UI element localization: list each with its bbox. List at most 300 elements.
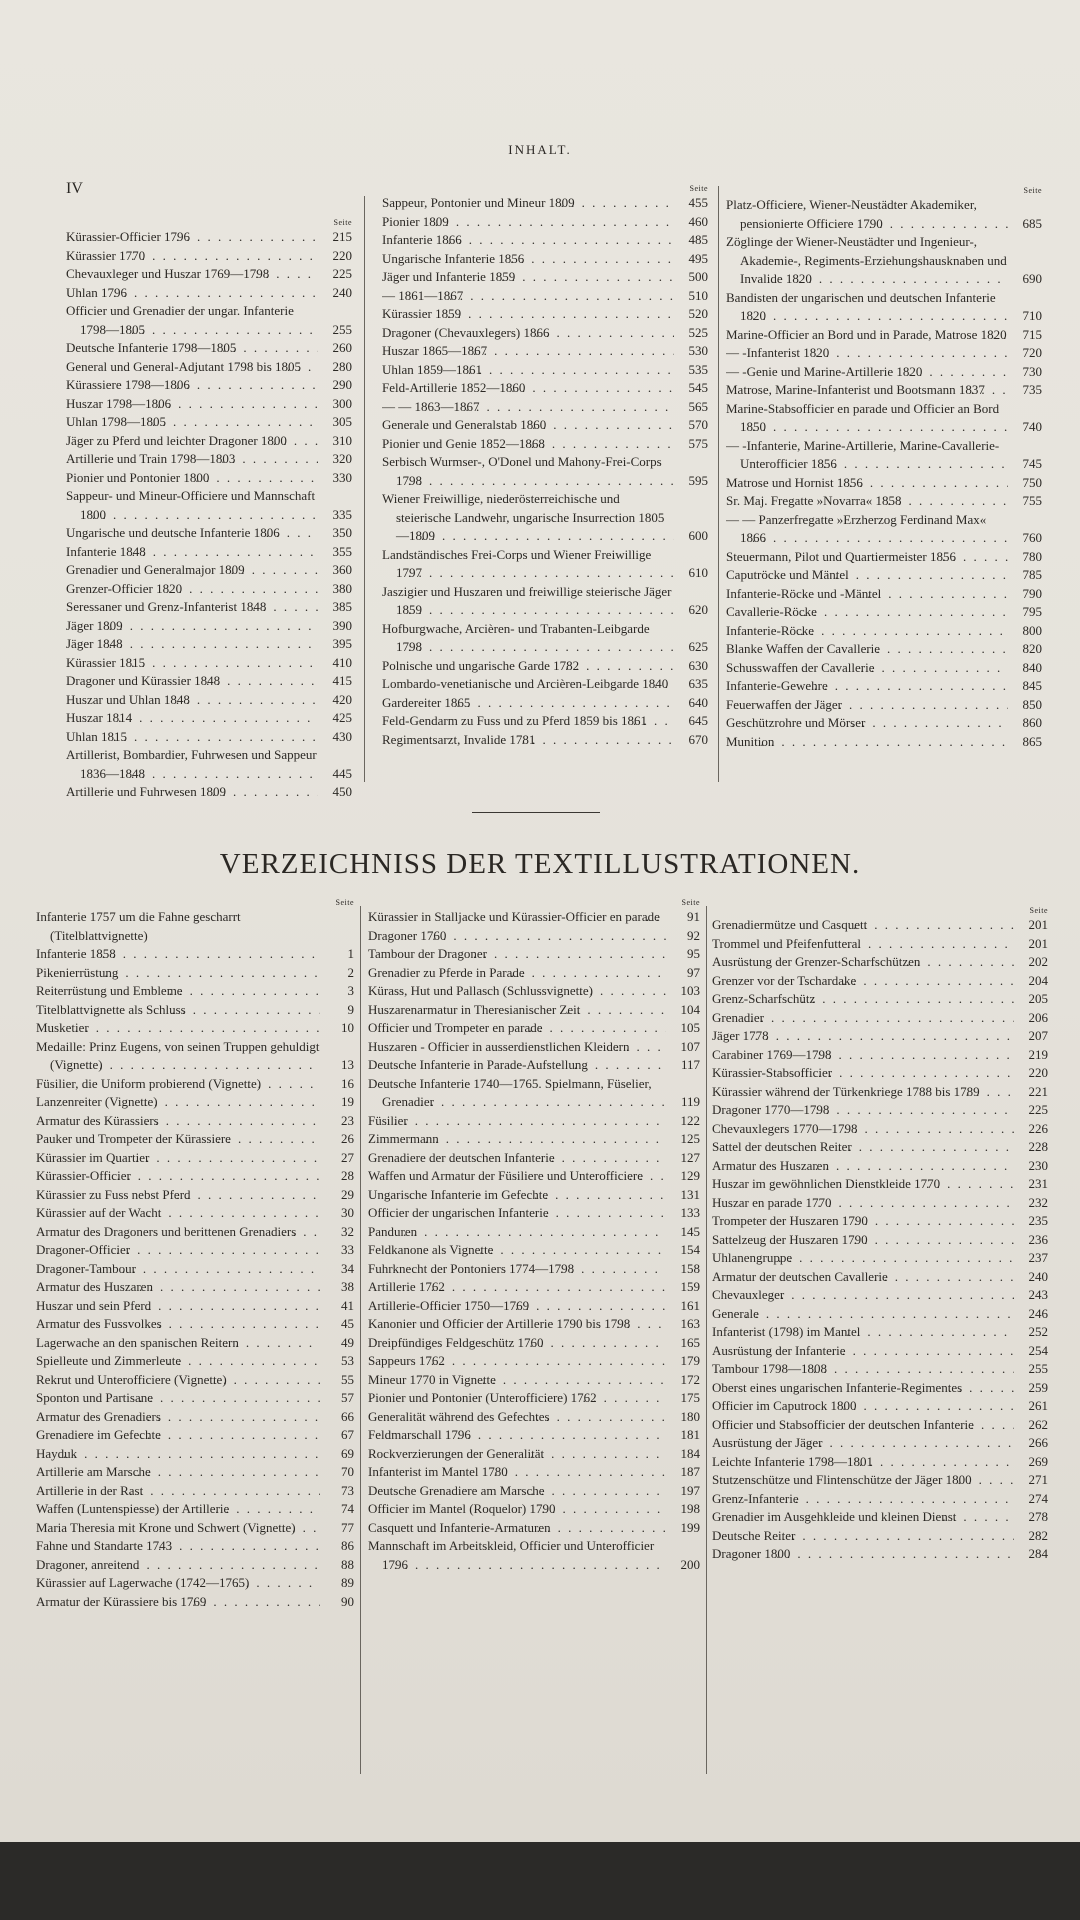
index-entry	[712, 1138, 1048, 1157]
entry-title: Huszar 1814 . . .	[66, 709, 318, 728]
entry-page: 3	[347, 983, 354, 998]
entry-page: 88	[341, 1556, 354, 1572]
index-entry	[712, 1286, 1048, 1305]
entry-title: Armatur des Fussvolkes . . .	[36, 1315, 320, 1334]
entry-page: 252	[1028, 1324, 1048, 1339]
index-entry	[36, 1167, 354, 1186]
index-entry	[66, 709, 352, 728]
entry-page: 720	[1022, 345, 1042, 360]
entry-title: Musketier . . .	[36, 1019, 320, 1038]
index-entry	[66, 358, 352, 377]
index-entry	[382, 453, 708, 490]
entry-title: Kürass, Hut und Pallasch (Schlussvignette) . . .	[368, 982, 666, 1001]
index-entry	[726, 196, 1042, 233]
entry-page: 92	[687, 927, 700, 943]
entry-page: 206	[1028, 1009, 1048, 1025]
entry-page: 57	[341, 1390, 354, 1405]
entry-title: Dragoner 1800 . . .	[712, 1545, 1014, 1564]
column-rule	[364, 196, 365, 782]
entry-page: 380	[332, 580, 352, 596]
index-entry	[368, 1278, 700, 1297]
entry-page: 86	[341, 1538, 354, 1553]
entry-page: 67	[341, 1427, 354, 1442]
entry-title: Wiener Freiwillige, niederösterreichische und steierische Landwehr, ungarische Insurrection 1805—1809 . . .	[382, 490, 674, 546]
index-entry	[712, 1194, 1048, 1213]
entry-title: Füsilier, die Uniform probierend (Vignette) . . .	[36, 1075, 320, 1094]
entry-title: Grenadier . . .	[712, 1009, 1014, 1028]
entry-title: Kürassier-Officier . . .	[36, 1167, 320, 1186]
entry-page: 710	[1022, 308, 1042, 323]
entry-title: — — 1863—1867 . . .	[382, 398, 674, 417]
entry-page: 262	[1028, 1416, 1048, 1432]
entry-page: 635	[688, 676, 708, 691]
entry-page: 187	[680, 1464, 700, 1479]
entry-title: Polnische und ungarische Garde 1782 . . .	[382, 657, 674, 676]
entry-page: 685	[1022, 215, 1042, 231]
seite-label: Seite	[335, 898, 354, 907]
entry-page: 730	[1022, 363, 1042, 379]
entry-title: Rekrut und Unterofficiere (Vignette) . . .	[36, 1371, 320, 1390]
illustrations-column-2	[368, 898, 700, 1574]
index-entry	[368, 982, 700, 1001]
entry-page: 13	[341, 1057, 354, 1072]
index-entry	[382, 620, 708, 657]
seite-label: Seite	[333, 218, 352, 227]
entry-title: Schusswaffen der Cavallerie . . .	[726, 659, 1008, 678]
index-entry	[368, 1445, 700, 1464]
entry-title: Lombardo-venetianische und Arcièren-Leibgarde 1840 . . .	[382, 675, 674, 694]
index-entry	[368, 1334, 700, 1353]
index-entry	[66, 672, 352, 691]
entry-title: Pikenierrüstung . . .	[36, 964, 320, 983]
entry-page: 97	[687, 964, 700, 980]
entry-title: Artillerie am Marsche . . .	[36, 1463, 320, 1482]
entry-page: 305	[332, 414, 352, 429]
index-entry	[712, 1120, 1048, 1139]
entry-title: Kürassier während der Türkenkriege 1788 bis 1789 . . .	[712, 1083, 1014, 1102]
entry-page: 785	[1022, 567, 1042, 582]
entry-title: Kürassier 1815 . . .	[66, 654, 318, 673]
index-entry	[382, 675, 708, 694]
index-entry	[66, 746, 352, 783]
index-entry	[382, 490, 708, 546]
index-entry	[382, 416, 708, 435]
entry-page: 91	[687, 909, 700, 924]
section-title: VERZEICHNISS DER TEXTILLUSTRATIONEN.	[219, 848, 861, 880]
entry-page: 430	[332, 728, 352, 744]
entry-page: 158	[680, 1260, 700, 1276]
index-entry	[368, 1426, 700, 1445]
entry-title: Dragoner und Kürassier 1848 . . .	[66, 672, 318, 691]
entry-page: 201	[1028, 917, 1048, 932]
entry-title: Feldmarschall 1796 . . .	[368, 1426, 666, 1445]
entry-title: Chevauxleger und Huszar 1769—1798 . . .	[66, 265, 318, 284]
entry-title: Huszar und sein Pferd . . .	[36, 1297, 320, 1316]
index-entry	[36, 1482, 354, 1501]
entry-title: Infanterie 1858 . . .	[36, 945, 320, 964]
entry-title: Jäger 1848 . . .	[66, 635, 318, 654]
entry-page: 228	[1028, 1139, 1048, 1154]
index-entry	[712, 1212, 1048, 1231]
entry-page: 28	[341, 1168, 354, 1183]
entry-title: Sattel der deutschen Reiter . . .	[712, 1138, 1014, 1157]
entry-page: 610	[688, 565, 708, 580]
entry-page: 645	[688, 713, 708, 728]
entry-title: Huszar en parade 1770 . . .	[712, 1194, 1014, 1213]
index-entry	[36, 1389, 354, 1408]
entry-title: Kürassier auf Lagerwache (1742—1765) . . .	[36, 1574, 320, 1593]
index-entry	[712, 1323, 1048, 1342]
entry-title: Uhlan 1859—1861 . . .	[382, 361, 674, 380]
entry-title: Kürassier in Stalljacke und Kürassier-Officier en parade . . .	[368, 908, 666, 927]
index-entry	[726, 696, 1042, 715]
entry-title: Kürassier 1859 . . .	[382, 305, 674, 324]
index-entry	[382, 731, 708, 750]
entry-title: Pionier und Pontonier (Unterofficiere) 1762 . . .	[368, 1389, 666, 1408]
entry-page: 221	[1028, 1083, 1048, 1099]
entry-title: Hayduk . . .	[36, 1445, 320, 1464]
index-entry	[726, 548, 1042, 567]
entry-title: Seressaner und Grenz-Infanterist 1848 . . .	[66, 598, 318, 617]
entry-title: Ausrüstung der Jäger . . .	[712, 1434, 1014, 1453]
entry-title: Grenadiere der deutschen Infanterie . . .	[368, 1149, 666, 1168]
index-entry	[726, 640, 1042, 659]
entry-page: 274	[1028, 1490, 1048, 1506]
index-entry	[712, 1046, 1048, 1065]
entry-page: 355	[332, 543, 352, 559]
entry-title: Kürassier zu Fuss nebst Pferd . . .	[36, 1186, 320, 1205]
entry-title: Blanke Waffen der Cavallerie . . .	[726, 640, 1008, 659]
index-entry	[36, 1001, 354, 1020]
index-entry	[382, 231, 708, 250]
index-entry	[66, 654, 352, 673]
page-number: IV	[66, 180, 83, 197]
entry-title: Grenadiere im Gefechte . . .	[36, 1426, 320, 1445]
index-entry	[66, 728, 352, 747]
entry-page: 254	[1028, 1342, 1048, 1358]
entry-page: 175	[680, 1390, 700, 1405]
entry-title: Caputröcke und Mäntel . . .	[726, 566, 1008, 585]
entry-title: Tambour 1798—1808 . . .	[712, 1360, 1014, 1379]
entry-title: Dragoner, anreitend . . .	[36, 1556, 320, 1575]
entry-title: Huszar im gewöhnlichen Dienstkleide 1770 . . .	[712, 1175, 1014, 1194]
entry-title: Artillerie und Fuhrwesen 1809 . . .	[66, 783, 318, 802]
entry-title: Ungarische Infanterie im Gefechte . . .	[368, 1186, 666, 1205]
index-entry	[382, 435, 708, 454]
index-entry	[36, 1223, 354, 1242]
index-entry	[368, 1482, 700, 1501]
index-entry	[368, 1500, 700, 1519]
index-entry	[712, 1249, 1048, 1268]
index-entry	[368, 1167, 700, 1186]
entry-title: Uhlanengruppe . . .	[712, 1249, 1014, 1268]
column-rule	[706, 906, 707, 1774]
entry-title: Carabiner 1769—1798 . . .	[712, 1046, 1014, 1065]
entry-title: Uhlan 1796 . . .	[66, 284, 318, 303]
index-entry	[726, 566, 1042, 585]
index-entry	[36, 1537, 354, 1556]
entry-title: Waffen und Armatur der Füsiliere und Unterofficiere . . .	[368, 1167, 666, 1186]
entry-page: 575	[688, 435, 708, 451]
entry-title: Generale . . .	[712, 1305, 1014, 1324]
entry-page: 269	[1028, 1453, 1048, 1469]
entry-page: 172	[680, 1371, 700, 1387]
entry-title: Dragoner 1770—1798 . . .	[712, 1101, 1014, 1120]
entry-title: Feld-Gendarm zu Fuss und zu Pferd 1859 bis 1861 . . .	[382, 712, 674, 731]
entry-page: 180	[680, 1408, 700, 1424]
index-entry	[66, 302, 352, 339]
entry-title: Grenzer vor der Tschardake . . .	[712, 972, 1014, 991]
entry-title: Deutsche Infanterie in Parade-Aufstellung . . .	[368, 1056, 666, 1075]
index-entry	[712, 1379, 1048, 1398]
entry-title: Sattelzeug der Huszaren 1790 . . .	[712, 1231, 1014, 1250]
index-entry	[368, 1112, 700, 1131]
entry-page: 565	[688, 398, 708, 414]
entry-title: Feuerwaffen der Jäger . . .	[726, 696, 1008, 715]
entry-title: Zimmermann . . .	[368, 1130, 666, 1149]
entry-page: 235	[1028, 1213, 1048, 1228]
index-entry	[36, 1556, 354, 1575]
index-entry	[36, 1112, 354, 1131]
entry-page: 860	[1022, 715, 1042, 730]
index-entry	[712, 1416, 1048, 1435]
index-entry	[66, 617, 352, 636]
index-entry	[382, 546, 708, 583]
index-entry	[726, 659, 1042, 678]
entry-page: 261	[1028, 1398, 1048, 1413]
entry-page: 220	[332, 247, 352, 263]
index-entry	[368, 1056, 700, 1075]
entry-page: 750	[1022, 474, 1042, 490]
index-entry	[382, 287, 708, 306]
entry-page: 215	[332, 229, 352, 244]
entry-page: 103	[680, 983, 700, 998]
entry-page: 163	[680, 1316, 700, 1331]
entry-page: 49	[341, 1334, 354, 1350]
index-entry	[382, 268, 708, 287]
index-entry	[712, 1027, 1048, 1046]
entry-title: Regimentsarzt, Invalide 1781 . . .	[382, 731, 674, 750]
index-entry	[368, 1130, 700, 1149]
entry-page: 790	[1022, 585, 1042, 601]
entry-title: Serbisch Wurmser-, O'Donel und Mahony-Frei-Corps 1798 . . .	[382, 453, 674, 490]
entry-page: 445	[332, 765, 352, 781]
entry-page: 220	[1028, 1065, 1048, 1080]
entry-page: 420	[332, 691, 352, 707]
entry-title: Medaille: Prinz Eugens, von seinen Truppen gehuldigt (Vignette) . . .	[36, 1038, 320, 1075]
index-entry	[712, 990, 1048, 1009]
entry-page: 34	[341, 1260, 354, 1276]
entry-title: Grenzer-Officier 1820 . . .	[66, 580, 318, 599]
entry-page: 41	[341, 1297, 354, 1313]
entry-title: Sponton und Partisane . . .	[36, 1389, 320, 1408]
index-entry	[712, 1360, 1048, 1379]
entry-page: 735	[1022, 382, 1042, 397]
seite-label: Seite	[689, 184, 708, 193]
entry-page: 74	[341, 1501, 354, 1516]
entry-page: 240	[1028, 1268, 1048, 1284]
index-entry	[726, 511, 1042, 548]
entry-title: Trommel und Pfeifenfutteral . . .	[712, 935, 1014, 954]
entry-page: 131	[680, 1186, 700, 1202]
entry-page: 350	[332, 525, 352, 540]
entry-page: 284	[1028, 1546, 1048, 1561]
entry-page: 780	[1022, 548, 1042, 564]
entry-page: 425	[332, 710, 352, 725]
entry-page: 755	[1022, 493, 1042, 508]
entry-page: 640	[688, 694, 708, 710]
entry-page: 715	[1022, 326, 1042, 342]
entry-page: 154	[680, 1242, 700, 1257]
entry-page: 145	[680, 1223, 700, 1239]
entry-page: 19	[341, 1094, 354, 1109]
entry-title: Gardereiter 1865 . . .	[382, 694, 674, 713]
entry-title: Jäger zu Pferd und leichter Dragoner 1800 . . .	[66, 432, 318, 451]
entry-page: 26	[341, 1131, 354, 1146]
entry-title: Huszarenarmatur in Theresianischer Zeit . . .	[368, 1001, 666, 1020]
entry-page: 200	[680, 1556, 700, 1572]
entry-title: Dragoner-Officier . . .	[36, 1241, 320, 1260]
entry-title: Ausrüstung der Grenzer-Scharfschützen . . .	[712, 953, 1014, 972]
entry-page: 280	[332, 358, 352, 374]
entry-title: Infanterie-Röcke und -Mäntel . . .	[726, 585, 1008, 604]
entry-title: Ausrüstung der Infanterie . . .	[712, 1342, 1014, 1361]
entry-page: 199	[680, 1519, 700, 1535]
index-entry	[368, 1223, 700, 1242]
entry-title: Kanonier und Officier der Artillerie 1790 bis 1798 . . .	[368, 1315, 666, 1334]
entry-page: 66	[341, 1408, 354, 1424]
entry-page: 595	[688, 472, 708, 488]
index-entry	[382, 583, 708, 620]
entry-page: 237	[1028, 1250, 1048, 1265]
entry-title: Kürassier im Quartier . . .	[36, 1149, 320, 1168]
entry-page: 820	[1022, 641, 1042, 656]
entry-page: 23	[341, 1112, 354, 1128]
entry-title: Officier und Stabsofficier der deutschen Infanterie . . .	[712, 1416, 1014, 1435]
entry-page: 29	[341, 1186, 354, 1202]
entry-page: 225	[1028, 1102, 1048, 1117]
entry-title: Pionier und Pontonier 1800 . . .	[66, 469, 318, 488]
entry-title: Artillerie 1762 . . .	[368, 1278, 666, 1297]
index-entry	[368, 1204, 700, 1223]
entry-title: Armatur des Huszaren . . .	[36, 1278, 320, 1297]
index-entry	[66, 339, 352, 358]
entry-title: Pionier und Genie 1852—1868 . . .	[382, 435, 674, 454]
entry-page: 2	[347, 964, 354, 980]
entry-page: 570	[688, 417, 708, 432]
index-entry	[66, 524, 352, 543]
entry-page: 104	[680, 1001, 700, 1017]
entry-title: Infanterist im Mantel 1780 . . .	[368, 1463, 666, 1482]
illustrations-column-3	[712, 906, 1048, 1564]
index-entry	[66, 635, 352, 654]
index-entry	[36, 1408, 354, 1427]
index-entry	[368, 1352, 700, 1371]
entry-title: Artillerie in der Rast . . .	[36, 1482, 320, 1501]
index-entry	[368, 1149, 700, 1168]
entry-page: 625	[688, 639, 708, 654]
seite-label: Seite	[1023, 186, 1042, 195]
index-entry	[368, 1186, 700, 1205]
entry-page: 360	[332, 562, 352, 577]
index-entry	[726, 344, 1042, 363]
index-entry	[712, 972, 1048, 991]
entry-page: 840	[1022, 659, 1042, 675]
entry-page: 161	[680, 1297, 700, 1313]
entry-page: 129	[680, 1168, 700, 1183]
entry-title: Jäger 1809 . . .	[66, 617, 318, 636]
entry-title: Infanterie 1757 um die Fahne gescharrt (Titelblattvignette)	[36, 909, 241, 943]
entry-page: 201	[1028, 935, 1048, 951]
index-entry	[36, 1149, 354, 1168]
entry-title: Deutsche Infanterie 1740—1765. Spielmann, Füselier, Grenadier . . .	[368, 1075, 666, 1112]
entry-title: Armatur der deutschen Cavallerie . . .	[712, 1268, 1014, 1287]
entry-title: Deutsche Infanterie 1798—1805 . . .	[66, 339, 318, 358]
index-entry	[36, 964, 354, 983]
entry-title: Armatur des Grenadiers . . .	[36, 1408, 320, 1427]
entry-title: Fahne und Standarte 1743 . . .	[36, 1537, 320, 1556]
entry-page: 271	[1028, 1472, 1048, 1487]
entry-title: Jäger und Infanterie 1859 . . .	[382, 268, 674, 287]
index-entry	[368, 1075, 700, 1112]
entry-page: 243	[1028, 1287, 1048, 1302]
index-entry	[726, 714, 1042, 733]
entry-title: Deutsche Reiter . . .	[712, 1527, 1014, 1546]
entry-page: 740	[1022, 419, 1042, 434]
entry-title: Ungarische Infanterie 1856 . . .	[382, 250, 674, 269]
entry-page: 226	[1028, 1120, 1048, 1136]
entry-title: Infanterie 1866 . . .	[382, 231, 674, 250]
entry-page: 231	[1028, 1176, 1048, 1191]
entry-page: 845	[1022, 678, 1042, 693]
entry-title: Infanterie 1848 . . .	[66, 543, 318, 562]
index-entry	[726, 289, 1042, 326]
entry-page: 159	[680, 1279, 700, 1294]
index-entry	[66, 376, 352, 395]
entry-page: 545	[688, 380, 708, 395]
index-entry	[368, 945, 700, 964]
entry-title: Huszar 1798—1806 . . .	[66, 395, 318, 414]
index-entry	[66, 265, 352, 284]
entry-page: 240	[332, 284, 352, 300]
contents-column-1	[66, 218, 352, 802]
index-entry	[36, 908, 354, 945]
entry-title: — -Infanterist 1820 . . .	[726, 344, 1008, 363]
index-entry	[36, 1038, 354, 1075]
index-entry	[368, 1297, 700, 1316]
entry-title: Jaszigier und Huszaren und freiwillige steierische Jäger 1859 . . .	[382, 583, 674, 620]
index-entry	[36, 1241, 354, 1260]
entry-title: Waffen (Luntenspiesse) der Artillerie . . .	[36, 1500, 320, 1519]
entry-page: 630	[688, 657, 708, 673]
index-entry	[712, 1545, 1048, 1564]
entry-page: 266	[1028, 1435, 1048, 1450]
index-entry	[36, 1593, 354, 1612]
index-entry	[712, 1101, 1048, 1120]
entry-page: 202	[1028, 954, 1048, 969]
entry-title: Sappeurs 1762 . . .	[368, 1352, 666, 1371]
index-entry	[36, 1315, 354, 1334]
entry-title: Casquett und Infanterie-Armaturen . . .	[368, 1519, 666, 1538]
index-entry	[712, 1083, 1048, 1102]
entry-page: 1	[347, 946, 354, 961]
entry-page: 620	[688, 602, 708, 617]
entry-page: 125	[680, 1131, 700, 1146]
entry-title: Dragoner-Tambour . . .	[36, 1260, 320, 1279]
entry-title: Armatur des Dragoners und berittenen Grenadiers . . .	[36, 1223, 320, 1242]
entry-page: 165	[680, 1334, 700, 1350]
entry-title: General und General-Adjutant 1798 bis 1805 . . .	[66, 358, 318, 377]
